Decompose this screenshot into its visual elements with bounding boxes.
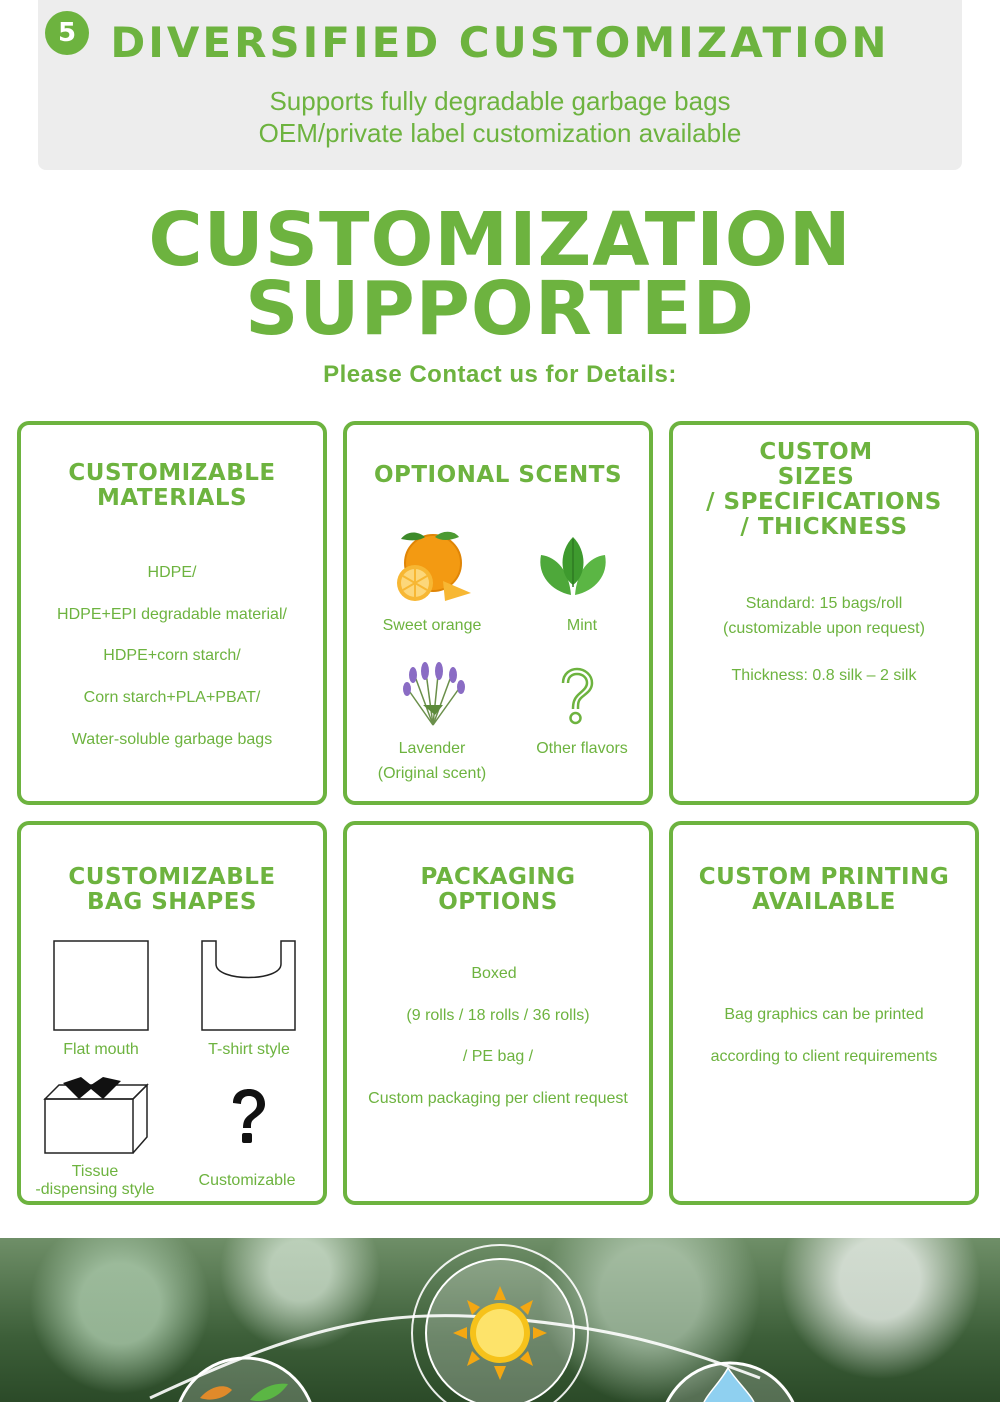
material-item: Water-soluble garbage bags [71, 731, 273, 748]
scent-label: Other flavors [536, 740, 628, 757]
shape-sublabel: -dispensing style [35, 1181, 155, 1198]
mint-icon [531, 535, 615, 599]
scent-label: Mint [566, 617, 598, 634]
tissue-box-icon [43, 1075, 149, 1157]
shape-label: Tissue [71, 1163, 119, 1180]
size-customizable: (customizable upon request) [723, 620, 925, 637]
card-title-line: AVAILABLE [752, 889, 896, 915]
card-packaging [343, 821, 653, 1205]
shape-label: Customizable [198, 1172, 296, 1189]
contact-prompt: Please Contact us for Details: [323, 361, 677, 388]
printing-item: according to client requirements [710, 1048, 938, 1065]
shape-label: T-shirt style [208, 1041, 290, 1058]
card-sizes [669, 421, 979, 805]
card-title-line: PACKAGING [420, 864, 576, 890]
material-item: HDPE+corn starch/ [103, 647, 241, 664]
scent-sublabel: (Original scent) [377, 765, 487, 782]
packaging-item: Custom packaging per client request [368, 1090, 628, 1107]
lavender-icon [399, 661, 469, 727]
card-title-line: SIZES [777, 464, 855, 490]
flat-bag-icon [53, 940, 149, 1032]
size-standard: Standard: 15 bags/roll [745, 595, 903, 612]
banner-line-1: Supports fully degradable garbage bags [269, 86, 731, 116]
question-icon [227, 1087, 271, 1145]
shape-label: Flat mouth [63, 1041, 139, 1058]
scent-label: Lavender [398, 740, 466, 757]
material-item: HDPE+EPI degradable material/ [57, 606, 287, 623]
card-title-line: / SPECIFICATIONS [706, 489, 942, 515]
printing-item: Bag graphics can be printed [724, 1006, 924, 1023]
card-title-line: / THICKNESS [740, 514, 908, 540]
card-title-line: CUSTOM PRINTING [698, 864, 950, 890]
orange-icon [385, 531, 475, 603]
material-item: HDPE/ [147, 564, 197, 581]
thickness-range: Thickness: 0.8 silk – 2 silk [731, 667, 917, 684]
packaging-item: / PE bag / [462, 1048, 534, 1065]
card-title-line: CUSTOMIZABLE [68, 460, 276, 486]
nature-photo-banner [0, 1238, 1000, 1402]
card-printing [669, 821, 979, 1205]
card-materials [17, 421, 327, 805]
material-item: Corn starch+PLA+PBAT/ [83, 689, 261, 706]
banner-line-2: OEM/private label customization available [258, 118, 742, 148]
card-title-line: MATERIALS [96, 485, 248, 511]
scent-label: Sweet orange [382, 617, 482, 634]
card-title-line: CUSTOMIZABLE [68, 864, 276, 890]
card-title-line: BAG SHAPES [87, 889, 257, 915]
packaging-item: Boxed [471, 965, 517, 982]
card-title-line: CUSTOM [759, 439, 873, 465]
card-bag-shapes [17, 821, 327, 1205]
card-title: OPTIONAL SCENTS [373, 462, 623, 488]
banner-title: DIVERSIFIED CUSTOMIZATION [110, 18, 890, 67]
eco-icons-illustration [0, 1238, 1000, 1402]
page-title-line-2: SUPPORTED [245, 266, 755, 352]
packaging-item: (9 rolls / 18 rolls / 36 rolls) [406, 1007, 590, 1024]
page-title-line-1: CUSTOMIZATION [148, 197, 852, 283]
card-title-line: OPTIONS [438, 889, 558, 915]
card-scents [343, 421, 653, 805]
tshirt-bag-icon [201, 940, 297, 1032]
step-number-badge: 5 [45, 11, 89, 55]
question-icon [557, 667, 597, 725]
